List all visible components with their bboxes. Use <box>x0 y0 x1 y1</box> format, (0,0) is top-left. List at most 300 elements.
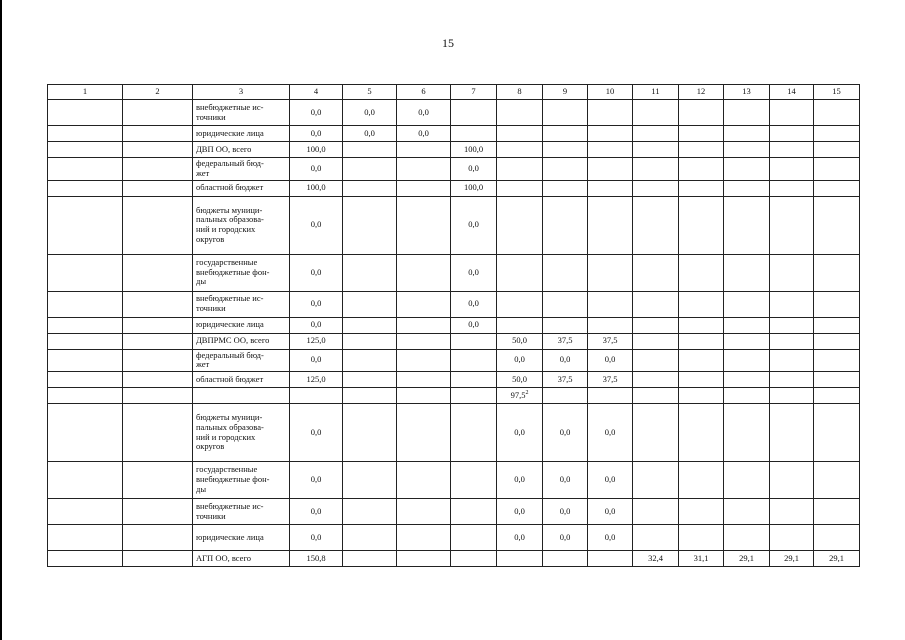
value-cell <box>724 462 770 499</box>
value-cell <box>588 158 633 181</box>
value-cell: 0,0 <box>451 317 497 333</box>
row-name: внебюджетные ис- точники <box>193 291 290 317</box>
value-cell <box>633 158 679 181</box>
col2-cell <box>123 317 193 333</box>
value-cell <box>724 499 770 525</box>
table-row <box>48 404 860 462</box>
value-cell <box>770 158 814 181</box>
table-row <box>48 142 860 158</box>
col1-cell <box>48 100 123 126</box>
value-cell <box>814 462 860 499</box>
table-row <box>48 158 860 181</box>
value-cell <box>343 317 397 333</box>
value-cell <box>397 404 451 462</box>
value-cell: 100,0 <box>290 142 343 158</box>
value-cell <box>770 525 814 551</box>
value-cell <box>679 100 724 126</box>
value-cell <box>397 349 451 372</box>
value-cell <box>497 196 543 254</box>
row-name: бюджеты муници- пальных образова- ний и городских округов <box>193 196 290 254</box>
value-cell: 0,0 <box>290 196 343 254</box>
value-cell <box>497 317 543 333</box>
value-cell <box>724 404 770 462</box>
empty-cell <box>724 388 770 404</box>
table-row <box>48 372 860 388</box>
row-name: государственные внебюджетные фон- ды <box>193 462 290 499</box>
value-cell <box>679 126 724 142</box>
col1-cell <box>48 317 123 333</box>
value-cell <box>343 499 397 525</box>
value-cell <box>543 254 588 291</box>
value-cell: 0,0 <box>290 100 343 126</box>
row-name: внебюджетные ис- точники <box>193 499 290 525</box>
col1-cell <box>48 158 123 181</box>
value-cell <box>343 462 397 499</box>
table-row <box>48 499 860 525</box>
value-cell <box>588 254 633 291</box>
value-cell: 0,0 <box>290 462 343 499</box>
value-cell <box>770 499 814 525</box>
value-cell <box>814 100 860 126</box>
value-cell: 0,0 <box>497 349 543 372</box>
value-cell <box>679 158 724 181</box>
col2-cell <box>123 499 193 525</box>
col2-cell <box>123 404 193 462</box>
value-cell <box>588 100 633 126</box>
column-header: 9 <box>543 85 588 100</box>
value-cell: 0,0 <box>290 254 343 291</box>
col1-cell <box>48 180 123 196</box>
table-row <box>48 525 860 551</box>
value-cell <box>343 254 397 291</box>
col1-cell <box>48 333 123 349</box>
table-row <box>48 317 860 333</box>
value-cell <box>633 462 679 499</box>
value-cell <box>451 100 497 126</box>
value-cell <box>397 142 451 158</box>
row-name: областной бюджет <box>193 180 290 196</box>
value-cell <box>679 525 724 551</box>
value-cell <box>397 462 451 499</box>
value-cell <box>343 404 397 462</box>
value-cell <box>814 180 860 196</box>
empty-cell <box>397 388 451 404</box>
value-cell <box>814 254 860 291</box>
col1-cell <box>48 551 123 567</box>
value-cell <box>724 372 770 388</box>
value-cell: 50,0 <box>497 333 543 349</box>
table-row <box>48 100 860 126</box>
row-name: юридические лица <box>193 525 290 551</box>
value-cell <box>679 142 724 158</box>
value-cell <box>633 142 679 158</box>
value-cell: 0,0 <box>451 291 497 317</box>
value-cell <box>770 333 814 349</box>
value-cell <box>343 372 397 388</box>
value-cell: 29,1 <box>814 551 860 567</box>
value-cell <box>543 158 588 181</box>
table-row <box>48 180 860 196</box>
row-name: областной бюджет <box>193 372 290 388</box>
value-cell <box>770 291 814 317</box>
value-cell <box>343 180 397 196</box>
value-cell <box>679 291 724 317</box>
value-cell: 37,5 <box>543 372 588 388</box>
row-name: ДВПРМС ОО, всего <box>193 333 290 349</box>
empty-cell <box>633 388 679 404</box>
col2-cell <box>123 126 193 142</box>
value-cell <box>343 349 397 372</box>
column-header: 3 <box>193 85 290 100</box>
value-cell <box>814 317 860 333</box>
value-cell <box>543 142 588 158</box>
empty-cell <box>814 388 860 404</box>
value-cell: 32,4 <box>633 551 679 567</box>
col2-cell <box>123 349 193 372</box>
value-cell: 0,0 <box>588 499 633 525</box>
value-cell: 0,0 <box>290 349 343 372</box>
value-cell <box>679 196 724 254</box>
footnote-row <box>48 388 860 404</box>
row-name: федеральный бюд- жет <box>193 158 290 181</box>
col1-cell <box>48 404 123 462</box>
value-cell <box>814 372 860 388</box>
value-cell <box>497 180 543 196</box>
value-cell <box>343 291 397 317</box>
row-name: федеральный бюд- жет <box>193 349 290 372</box>
value-cell <box>724 100 770 126</box>
value-cell <box>679 254 724 291</box>
value-cell <box>633 126 679 142</box>
value-cell <box>397 254 451 291</box>
value-cell: 50,0 <box>497 372 543 388</box>
col2-cell <box>123 462 193 499</box>
value-cell <box>814 142 860 158</box>
empty-cell <box>451 388 497 404</box>
value-cell <box>397 499 451 525</box>
column-header: 4 <box>290 85 343 100</box>
column-header: 6 <box>397 85 451 100</box>
value-cell <box>633 333 679 349</box>
value-cell <box>451 372 497 388</box>
value-cell <box>724 196 770 254</box>
value-cell <box>397 372 451 388</box>
col2-cell <box>123 158 193 181</box>
value-cell <box>679 499 724 525</box>
value-cell: 0,0 <box>497 499 543 525</box>
value-cell <box>497 100 543 126</box>
col1-cell <box>48 254 123 291</box>
col1-cell <box>48 142 123 158</box>
value-cell <box>397 158 451 181</box>
value-cell <box>770 180 814 196</box>
value-cell <box>343 158 397 181</box>
value-cell <box>588 142 633 158</box>
value-cell <box>724 525 770 551</box>
column-header: 5 <box>343 85 397 100</box>
table-row <box>48 196 860 254</box>
value-cell <box>543 100 588 126</box>
value-cell: 0,0 <box>497 525 543 551</box>
value-cell <box>814 196 860 254</box>
value-cell <box>588 551 633 567</box>
col2-cell <box>123 100 193 126</box>
value-cell: 29,1 <box>770 551 814 567</box>
value-cell <box>633 349 679 372</box>
value-cell: 0,0 <box>451 158 497 181</box>
value-cell <box>724 317 770 333</box>
value-cell <box>814 404 860 462</box>
value-cell <box>724 158 770 181</box>
value-cell: 100,0 <box>290 180 343 196</box>
empty-cell <box>343 388 397 404</box>
value-cell: 0,0 <box>451 196 497 254</box>
value-cell <box>497 126 543 142</box>
empty-cell <box>123 388 193 404</box>
value-cell: 100,0 <box>451 180 497 196</box>
col2-cell <box>123 180 193 196</box>
value-cell: 0,0 <box>497 404 543 462</box>
value-cell <box>588 126 633 142</box>
value-cell: 125,0 <box>290 333 343 349</box>
value-cell <box>451 404 497 462</box>
value-cell <box>451 349 497 372</box>
table-row <box>48 333 860 349</box>
value-cell <box>770 142 814 158</box>
value-cell <box>770 349 814 372</box>
value-cell: 0,0 <box>290 126 343 142</box>
value-cell <box>724 126 770 142</box>
value-cell <box>451 126 497 142</box>
row-name: государственные внебюджетные фон- ды <box>193 254 290 291</box>
table-row <box>48 126 860 142</box>
value-cell <box>679 404 724 462</box>
value-cell: 0,0 <box>290 158 343 181</box>
value-cell <box>679 333 724 349</box>
value-cell: 0,0 <box>343 126 397 142</box>
value-cell <box>343 333 397 349</box>
value-cell: 29,1 <box>724 551 770 567</box>
col1-cell <box>48 126 123 142</box>
value-cell <box>633 196 679 254</box>
value-cell <box>770 254 814 291</box>
value-cell <box>588 317 633 333</box>
value-cell: 0,0 <box>543 404 588 462</box>
value-cell <box>633 291 679 317</box>
value-cell <box>679 317 724 333</box>
value-cell: 0,0 <box>543 349 588 372</box>
value-cell <box>770 462 814 499</box>
value-cell <box>397 196 451 254</box>
value-cell <box>679 372 724 388</box>
value-cell <box>679 180 724 196</box>
value-cell: 0,0 <box>543 462 588 499</box>
value-cell <box>770 317 814 333</box>
col1-cell <box>48 372 123 388</box>
col1-cell <box>48 499 123 525</box>
value-cell <box>543 180 588 196</box>
value-cell: 0,0 <box>588 462 633 499</box>
value-cell: 100,0 <box>451 142 497 158</box>
value-cell <box>814 158 860 181</box>
value-cell <box>588 180 633 196</box>
table-row <box>48 551 860 567</box>
value-cell <box>633 317 679 333</box>
value-cell <box>343 525 397 551</box>
col1-cell <box>48 291 123 317</box>
value-cell <box>814 333 860 349</box>
value-cell <box>724 349 770 372</box>
column-header: 14 <box>770 85 814 100</box>
column-header: 15 <box>814 85 860 100</box>
value-cell <box>451 499 497 525</box>
col2-cell <box>123 142 193 158</box>
empty-cell <box>543 388 588 404</box>
value-cell: 0,0 <box>497 462 543 499</box>
row-name: внебюджетные ис- точники <box>193 100 290 126</box>
column-header: 12 <box>679 85 724 100</box>
table-row <box>48 349 860 372</box>
table-row <box>48 254 860 291</box>
value-cell <box>451 525 497 551</box>
table-row <box>48 462 860 499</box>
footnote-value: 97,5 <box>510 390 526 401</box>
value-cell: 37,5 <box>588 333 633 349</box>
value-cell: 125,0 <box>290 372 343 388</box>
empty-cell <box>193 388 290 404</box>
column-header: 8 <box>497 85 543 100</box>
empty-cell <box>48 388 123 404</box>
row-name: АГП ОО, всего <box>193 551 290 567</box>
value-cell: 150,8 <box>290 551 343 567</box>
value-cell <box>343 551 397 567</box>
value-cell <box>497 291 543 317</box>
footnote-mark: 2 <box>525 390 529 397</box>
value-cell <box>343 196 397 254</box>
empty-cell <box>588 388 633 404</box>
value-cell: 0,0 <box>290 525 343 551</box>
value-cell <box>397 525 451 551</box>
value-cell <box>343 142 397 158</box>
column-header: 1 <box>48 85 123 100</box>
scan-edge <box>0 0 2 640</box>
value-cell <box>451 551 497 567</box>
value-cell: 37,5 <box>543 333 588 349</box>
value-cell <box>679 462 724 499</box>
empty-cell <box>679 388 724 404</box>
column-header: 2 <box>123 85 193 100</box>
value-cell <box>770 126 814 142</box>
value-cell <box>588 196 633 254</box>
value-cell <box>724 254 770 291</box>
value-cell <box>814 525 860 551</box>
row-name: юридические лица <box>193 317 290 333</box>
value-cell: 0,0 <box>588 404 633 462</box>
value-cell <box>633 100 679 126</box>
value-cell <box>814 349 860 372</box>
col1-cell <box>48 525 123 551</box>
value-cell <box>679 349 724 372</box>
col2-cell <box>123 254 193 291</box>
table-row <box>48 291 860 317</box>
value-cell: 0,0 <box>290 499 343 525</box>
value-cell <box>397 180 451 196</box>
value-cell <box>497 158 543 181</box>
col2-cell <box>123 551 193 567</box>
budget-table <box>47 84 860 567</box>
value-cell <box>724 142 770 158</box>
value-cell <box>724 333 770 349</box>
footnote-value-cell <box>497 388 543 404</box>
value-cell: 0,0 <box>543 525 588 551</box>
page-number: 15 <box>442 36 454 50</box>
column-header: 7 <box>451 85 497 100</box>
col2-cell <box>123 372 193 388</box>
col2-cell <box>123 291 193 317</box>
value-cell <box>633 372 679 388</box>
value-cell: 0,0 <box>290 404 343 462</box>
value-cell <box>451 462 497 499</box>
value-cell <box>497 551 543 567</box>
column-header: 10 <box>588 85 633 100</box>
value-cell <box>724 291 770 317</box>
value-cell: 0,0 <box>588 349 633 372</box>
col2-cell <box>123 196 193 254</box>
value-cell <box>633 404 679 462</box>
value-cell: 0,0 <box>397 100 451 126</box>
value-cell <box>543 291 588 317</box>
value-cell <box>543 551 588 567</box>
col1-cell <box>48 462 123 499</box>
value-cell <box>397 551 451 567</box>
empty-cell <box>770 388 814 404</box>
value-cell <box>770 372 814 388</box>
value-cell <box>451 333 497 349</box>
value-cell <box>543 196 588 254</box>
row-name: ДВП ОО, всего <box>193 142 290 158</box>
value-cell <box>497 254 543 291</box>
value-cell <box>724 180 770 196</box>
value-cell: 0,0 <box>451 254 497 291</box>
value-cell <box>497 142 543 158</box>
value-cell <box>397 317 451 333</box>
value-cell <box>633 254 679 291</box>
value-cell <box>770 196 814 254</box>
value-cell: 0,0 <box>397 126 451 142</box>
value-cell: 0,0 <box>343 100 397 126</box>
value-cell <box>814 126 860 142</box>
value-cell <box>588 291 633 317</box>
col1-cell <box>48 196 123 254</box>
value-cell <box>770 404 814 462</box>
value-cell <box>543 126 588 142</box>
column-header: 13 <box>724 85 770 100</box>
col2-cell <box>123 333 193 349</box>
value-cell <box>543 317 588 333</box>
column-header: 11 <box>633 85 679 100</box>
value-cell <box>397 291 451 317</box>
value-cell: 0,0 <box>543 499 588 525</box>
value-cell <box>814 499 860 525</box>
value-cell <box>633 525 679 551</box>
value-cell: 0,0 <box>290 291 343 317</box>
value-cell <box>814 291 860 317</box>
col2-cell <box>123 525 193 551</box>
value-cell: 37,5 <box>588 372 633 388</box>
value-cell <box>397 333 451 349</box>
value-cell: 0,0 <box>588 525 633 551</box>
value-cell <box>633 180 679 196</box>
